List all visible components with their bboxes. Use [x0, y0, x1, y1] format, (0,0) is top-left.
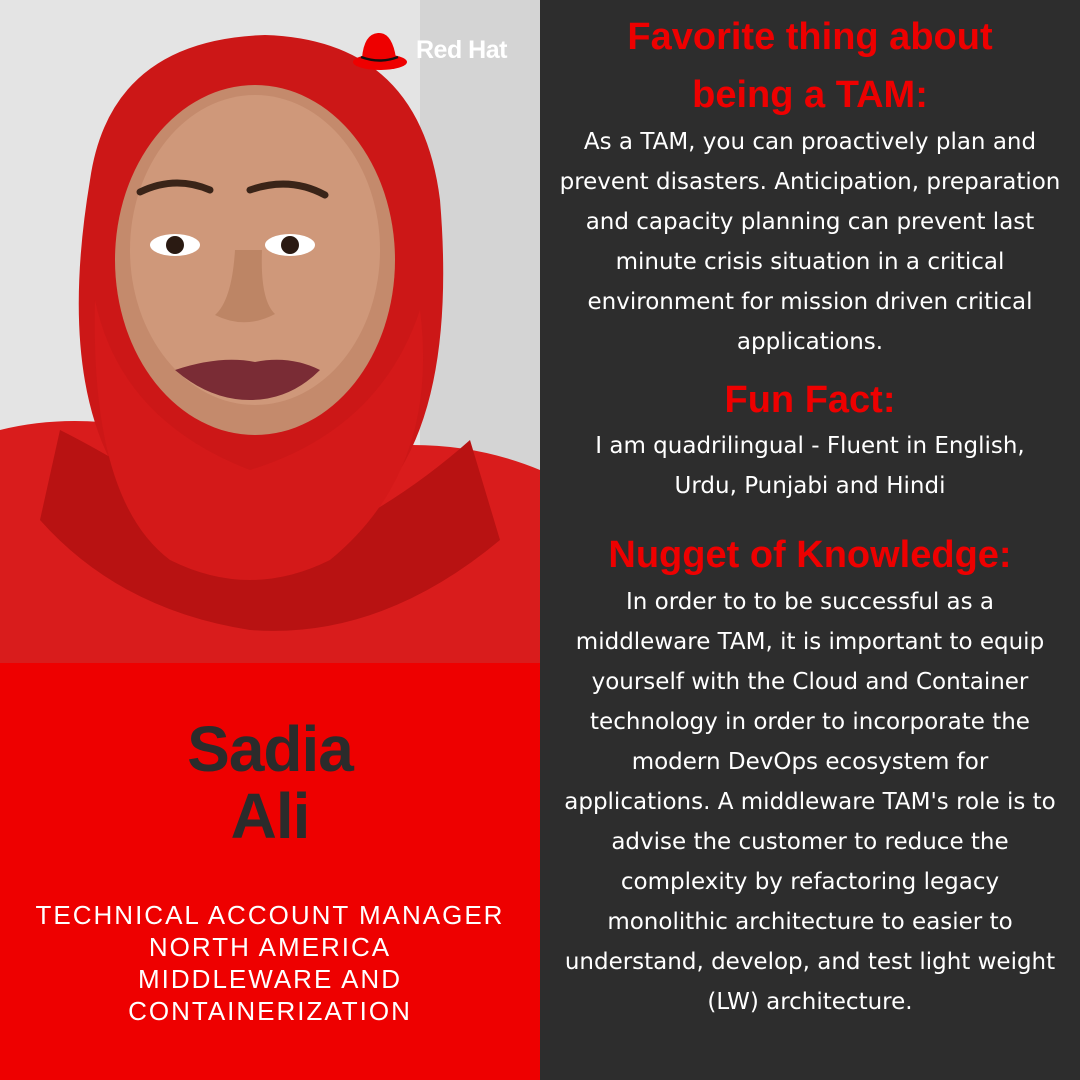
right-column [540, 0, 1080, 1080]
job-title-line: TECHNICAL ACCOUNT MANAGER [35, 900, 505, 930]
favorite-heading [540, 8, 1080, 124]
logo-text: Red Hat [416, 35, 507, 64]
name-last: Ali [230, 780, 310, 852]
person-name [0, 713, 540, 852]
red-hat-icon [352, 28, 408, 72]
fun-fact-text: I am quadrilingual - Fluent in English, Urdu, Punjabi and Hindi [595, 433, 1025, 499]
job-title-line: CONTAINERIZATION [128, 996, 412, 1026]
job-title-line: MIDDLEWARE AND [138, 964, 402, 994]
name-panel [0, 663, 540, 1080]
name-first: Sadia [187, 713, 353, 785]
favorite-text: As a TAM, you can proactively plan and prevent disasters. Anticipation, preparation and capacity planning can prevent last minute crisis situation in a critical environment for mission driven critical applications. [559, 129, 1061, 355]
favorite-heading-line: Favorite thing about [627, 16, 993, 58]
favorite-heading-line: being a TAM: [692, 74, 928, 116]
job-title-line: NORTH AMERICA [148, 932, 392, 962]
job-title [0, 899, 540, 1027]
profile-photo [0, 0, 540, 663]
red-hat-logo [352, 28, 507, 72]
nugget-text: In order to to be successful as a middleware TAM, it is important to equip yourself with the Cloud and Container technology in order to incorporate the modern DevOps ecosystem for applications. A middleware TAM's role is to advise the customer to reduce the complexity by refactoring legacy monolithic architecture to easier to understand, develop, and test light weight (LW) architecture. [564, 589, 1056, 1015]
fun-fact-heading: Fun Fact: [724, 379, 896, 421]
portrait-illustration [0, 0, 540, 663]
nugget-heading: Nugget of Knowledge: [608, 534, 1012, 576]
